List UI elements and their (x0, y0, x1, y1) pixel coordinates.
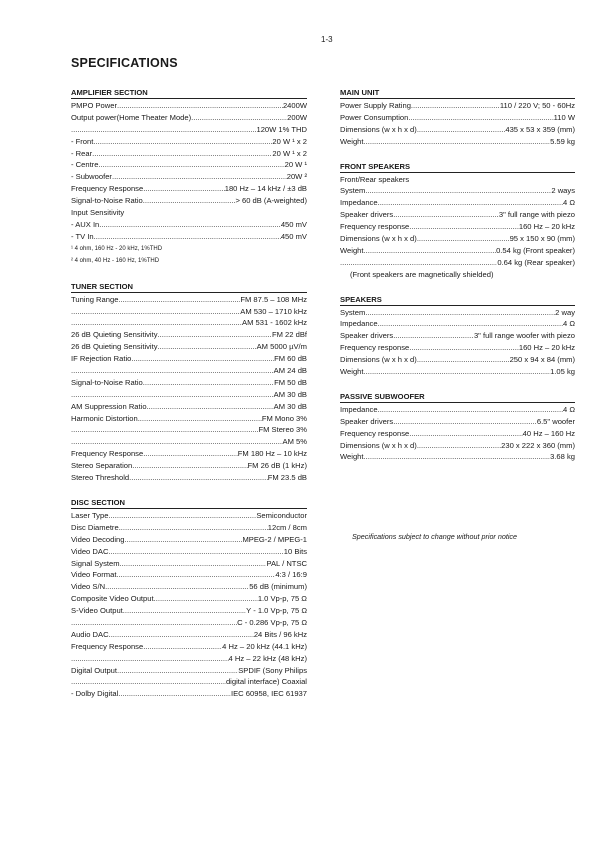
spec-row (71, 195, 307, 207)
spec-value: > 60 dB (A-weighted) (235, 196, 307, 206)
spec-row (340, 404, 575, 416)
dot-leader (158, 329, 272, 341)
dot-leader (138, 413, 262, 425)
spec-label: System (340, 186, 366, 196)
spec-label: Speaker drivers (340, 331, 394, 341)
spec-label: Tuning Range (71, 294, 119, 304)
dot-leader (119, 522, 268, 534)
spec-label: - Dolby Digital (71, 689, 119, 699)
dot-leader (132, 460, 247, 472)
dot-leader (378, 197, 563, 209)
dot-leader (393, 416, 537, 428)
dot-leader (92, 148, 272, 160)
spec-value: 200W (287, 112, 307, 122)
spec-value: AM 531 - 1602 kHz (242, 318, 307, 328)
spec-row (71, 605, 307, 617)
dot-leader (71, 424, 258, 436)
spec-text: Input Sensitivity (71, 208, 125, 218)
spec-label: Video Format (71, 570, 117, 580)
dot-leader (117, 100, 283, 112)
dot-leader (417, 354, 510, 366)
dot-leader (71, 617, 237, 629)
spec-label: Signal-to-Noise Ratio (71, 196, 143, 206)
spec-label: Composite Video Output (71, 594, 154, 604)
spec-value: 4:3 / 16:9 (275, 570, 307, 580)
dot-leader (143, 195, 236, 207)
spec-row (71, 401, 307, 413)
spec-label: Frequency response (340, 428, 410, 438)
spec-value: 4 Hz – 20 kHz (44.1 kHz) (222, 641, 307, 651)
spec-label: Frequency Response (71, 184, 144, 194)
spec-value: AM 5% (282, 437, 307, 447)
dot-leader (123, 605, 246, 617)
dot-leader (108, 510, 256, 522)
spec-row (71, 546, 307, 558)
spec-label: Power Supply Rating (340, 101, 411, 110)
passive-subwoofer-heading: PASSIVE SUBWOOFER (340, 392, 575, 403)
dot-leader (364, 136, 551, 148)
spec-row (340, 342, 575, 354)
spec-row (71, 389, 307, 401)
dot-leader (378, 318, 563, 330)
spec-value: 24 Bits / 96 kHz (253, 629, 307, 639)
spec-label: Stereo Separation (71, 461, 133, 471)
spec-row (71, 317, 307, 329)
spec-label: 26 dB Quieting Sensitivity (71, 330, 158, 340)
spec-row (340, 124, 575, 136)
spec-value: Y - 1.0 Vp-p, 75 Ω (246, 606, 307, 616)
spec-value: 110 W (553, 112, 575, 122)
spec-row (340, 209, 575, 221)
spec-row (340, 416, 575, 428)
spec-value: 40 Hz – 160 Hz (522, 428, 575, 438)
spec-value: 20 W ¹ (284, 160, 307, 170)
spec-value: FM Stereo 3% (258, 425, 307, 435)
spec-label: Dimensions (w x h x d) (340, 234, 417, 244)
spec-label: Video DAC (71, 546, 109, 556)
spec-value: AM 5000 µV/m (256, 342, 307, 352)
spec-value: 3" full range woofer with piezo (473, 331, 575, 341)
dot-leader (116, 569, 275, 581)
dot-leader (112, 171, 287, 183)
spec-value: 2400W (282, 101, 307, 110)
spec-value: 6.5" woofer (536, 416, 575, 426)
spec-text: (Front speakers are magnetically shielded) (350, 269, 494, 279)
spec-value: 0.54 kg (Front speaker) (496, 245, 575, 255)
spec-value: 56 dB (minimum) (249, 582, 307, 592)
spec-row (340, 440, 575, 452)
dot-leader (411, 100, 500, 112)
dot-leader (393, 209, 499, 221)
spec-row (340, 197, 575, 209)
spec-row (71, 510, 307, 522)
dot-leader (340, 257, 497, 269)
spec-row (71, 688, 307, 700)
left-column (71, 88, 307, 700)
spec-value: FM 50 dB (274, 377, 307, 387)
dot-leader (154, 593, 258, 605)
dot-leader (417, 440, 501, 452)
spec-label: Frequency Response (71, 641, 144, 651)
spec-row (71, 294, 307, 306)
spec-value: 95 x 150 x 90 (mm) (509, 234, 575, 244)
spec-value: FM 87.5 – 108 MHz (240, 294, 307, 304)
spec-row (71, 460, 307, 472)
spec-value: C - 0.286 Vp-p, 75 Ω (237, 617, 307, 627)
spec-row (340, 451, 575, 463)
spec-row (71, 665, 307, 677)
spec-row (71, 581, 307, 593)
dot-leader (408, 112, 553, 124)
spec-label: Frequency Response (71, 449, 144, 459)
dot-leader (143, 377, 274, 389)
spec-row (71, 365, 307, 377)
dot-leader (364, 245, 497, 257)
spec-label: - Subwoofer (71, 172, 112, 182)
dot-leader (71, 653, 229, 665)
spec-label: - AUX In (71, 219, 100, 229)
spec-value: 2 ways (551, 186, 575, 196)
spec-label: Video S/N (71, 582, 106, 592)
spec-label: Audio DAC (71, 629, 109, 639)
spec-label: Weight (340, 367, 364, 377)
spec-value: 250 x 94 x 84 (mm) (509, 355, 575, 365)
spec-value: 20 W ¹ x 2 (272, 148, 307, 158)
spec-label: Dimensions (w x h x d) (340, 355, 417, 365)
dot-leader (105, 581, 249, 593)
dot-leader (117, 665, 238, 677)
spec-row (340, 136, 575, 148)
spec-row (71, 558, 307, 570)
spec-value: FM 60 dB (274, 354, 307, 364)
spec-value: SPDIF (Sony Philips (238, 665, 307, 675)
main-unit-heading: MAIN UNIT (340, 88, 575, 99)
spec-row (340, 428, 575, 440)
dot-leader (71, 365, 274, 377)
spec-row (71, 124, 307, 136)
dot-leader (364, 451, 551, 463)
dot-leader (94, 231, 281, 243)
dot-leader (71, 306, 240, 318)
spec-value: 4 Ω (562, 198, 575, 208)
spec-text: Front/Rear speakers (340, 174, 410, 184)
disclaimer-note: Specifications subject to change without prior notice (352, 532, 518, 541)
tuner-section-heading: TUNER SECTION (71, 282, 307, 293)
dot-leader (417, 124, 506, 136)
spec-value: 120W 1% THD (256, 124, 307, 134)
dot-leader (409, 221, 519, 233)
spec-value: 180 Hz – 14 kHz / ±3 dB (224, 184, 307, 194)
spec-label: - Rear (71, 148, 93, 158)
dot-leader (71, 676, 226, 688)
spec-row (71, 641, 307, 653)
spec-label: - Front (71, 136, 94, 146)
spec-row (340, 245, 575, 257)
spec-label: System (340, 307, 366, 317)
spec-label: Signal System (71, 558, 120, 568)
spec-row (71, 436, 307, 448)
dot-leader (365, 307, 555, 319)
spec-value: IEC 60958, IEC 61937 (231, 689, 307, 699)
spec-label: PMPO Power (71, 101, 117, 110)
footnote: ¹ 4 ohm, 160 Hz - 20 kHz, 1%THD (71, 245, 163, 252)
spec-row (71, 306, 307, 318)
spec-label: IF Rejection Ratio (71, 354, 132, 364)
page-title: SPECIFICATIONS (71, 56, 178, 70)
dot-leader (158, 341, 257, 353)
spec-value: AM 530 – 1710 kHz (240, 306, 307, 316)
spec-label: 26 dB Quieting Sensitivity (71, 342, 158, 352)
page-number: 1-3 (321, 35, 333, 44)
dot-leader (417, 233, 510, 245)
spec-label: - Centre (71, 160, 99, 170)
spec-label: Impedance (340, 319, 378, 329)
spec-label: Speaker drivers (340, 416, 394, 426)
spec-label: Frequency response (340, 343, 410, 353)
spec-row (71, 148, 307, 160)
spec-label: Video Decoding (71, 534, 125, 544)
spec-value: AM 30 dB (273, 401, 307, 411)
spec-row (71, 424, 307, 436)
spec-label: Weight (340, 452, 364, 462)
front-speakers-heading: FRONT SPEAKERS (340, 162, 575, 173)
dot-leader (147, 401, 274, 413)
dot-leader (143, 183, 225, 195)
dot-leader (409, 428, 522, 440)
dot-leader (98, 159, 284, 171)
spec-row (71, 522, 307, 534)
spec-row (71, 653, 307, 665)
dot-leader (93, 136, 272, 148)
spec-label: Output power(Home Theater Mode) (71, 112, 192, 122)
spec-label: Impedance (340, 198, 378, 208)
dot-leader (365, 185, 551, 197)
spec-row (340, 112, 575, 124)
spec-value: 450 mV (280, 231, 307, 241)
spec-row (71, 231, 307, 243)
spec-row (71, 377, 307, 389)
dot-leader (120, 558, 267, 570)
spec-value: 1.05 kg (550, 367, 575, 377)
amplifier-section-heading: AMPLIFIER SECTION (71, 88, 307, 99)
spec-label: Power Consumption (340, 112, 409, 122)
spec-value: 10 Bits (283, 546, 307, 556)
dot-leader (118, 688, 231, 700)
spec-value: digital interface) Coaxial (225, 677, 307, 687)
spec-label: Dimensions (w x h x d) (340, 124, 417, 134)
dot-leader (364, 366, 551, 378)
spec-row (71, 534, 307, 546)
spec-value: FM 23.5 dB (267, 473, 307, 483)
spec-value: 4 Ω (562, 319, 575, 329)
spec-row (340, 366, 575, 378)
spec-row (71, 100, 307, 112)
spec-value: 110 / 220 V; 50 - 60Hz (499, 101, 575, 110)
dot-leader (143, 448, 238, 460)
spec-row (71, 617, 307, 629)
spec-row (71, 171, 307, 183)
spec-row (71, 448, 307, 460)
spec-value: FM Mono 3% (261, 413, 307, 423)
footnote: ² 4 ohm, 40 Hz - 160 Hz, 1%THD (71, 258, 160, 265)
spec-value: Semiconductor (256, 510, 307, 520)
spec-row (71, 593, 307, 605)
spec-value: 12cm / 8cm (267, 522, 307, 532)
spec-label: Impedance (340, 404, 378, 414)
spec-row (71, 569, 307, 581)
dot-leader (71, 389, 274, 401)
spec-value: 435 x 53 x 359 (mm) (505, 124, 575, 134)
spec-value: 450 mV (280, 219, 307, 229)
spec-value: 3.68 kg (550, 452, 575, 462)
spec-value: AM 24 dB (273, 366, 307, 376)
spec-value: 4 Hz – 22 kHz (48 kHz) (228, 653, 307, 663)
spec-row (340, 100, 575, 112)
spec-value: PAL / NTSC (266, 558, 307, 568)
spec-value: MPEG-2 / MPEG-1 (242, 534, 307, 544)
spec-row (71, 136, 307, 148)
spec-row (71, 341, 307, 353)
dot-leader (108, 546, 283, 558)
spec-row (340, 318, 575, 330)
spec-label: Weight (340, 136, 364, 146)
dot-leader (118, 294, 240, 306)
dot-leader (71, 436, 283, 448)
spec-label: Weight (340, 245, 364, 255)
dot-leader (129, 472, 268, 484)
spec-row (71, 629, 307, 641)
spec-label: Frequency response (340, 222, 410, 232)
spec-value: 4 Ω (562, 404, 575, 414)
spec-label: Speaker drivers (340, 210, 394, 220)
spec-row (340, 307, 575, 319)
dot-leader (393, 330, 474, 342)
spec-row (71, 353, 307, 365)
spec-value: 3" full range with piezo (498, 210, 575, 220)
spec-value: FM 22 dBf (271, 330, 307, 340)
spec-label: Signal-to-Noise Ratio (71, 377, 143, 387)
dot-leader (131, 353, 274, 365)
spec-value: 160 Hz – 20 kHz (518, 343, 575, 353)
spec-row (340, 330, 575, 342)
spec-row (71, 183, 307, 195)
spec-label: S-Video Output (71, 606, 123, 616)
dot-leader (191, 112, 287, 124)
spec-label: Harmonic Distortion (71, 413, 138, 423)
spec-value: 2 way (555, 307, 575, 317)
spec-row (340, 257, 575, 269)
spec-row (71, 472, 307, 484)
disc-section-heading: DISC SECTION (71, 498, 307, 509)
spec-row (71, 159, 307, 171)
spec-label: Laser Type (71, 510, 109, 520)
dot-leader (99, 219, 281, 231)
spec-value: 20W ² (286, 172, 307, 182)
spec-label: Digital Output (71, 665, 118, 675)
spec-value: AM 30 dB (273, 389, 307, 399)
right-column (340, 88, 575, 463)
spec-value: 230 x 222 x 360 (mm) (501, 440, 575, 450)
dot-leader (409, 342, 519, 354)
spec-value: 0.64 kg (Rear speaker) (497, 257, 575, 267)
spec-row (71, 413, 307, 425)
spec-row (71, 676, 307, 688)
dot-leader (143, 641, 222, 653)
spec-label: AM Suppression Ratio (71, 401, 147, 411)
spec-value: FM 180 Hz – 10 kHz (237, 449, 307, 459)
spec-value: 20 W ¹ x 2 (272, 136, 307, 146)
dot-leader (71, 317, 242, 329)
spec-row (340, 185, 575, 197)
spec-value: 160 Hz – 20 kHz (518, 222, 575, 232)
spec-label: Stereo Threshold (71, 473, 130, 483)
spec-value: FM 26 dB (1 kHz) (247, 461, 307, 471)
spec-row (71, 112, 307, 124)
spec-row (340, 354, 575, 366)
spec-row (71, 329, 307, 341)
spec-value: 5.59 kg (550, 136, 575, 146)
spec-value: 1.0 Vp-p, 75 Ω (257, 594, 307, 604)
speakers-heading: SPEAKERS (340, 295, 575, 306)
spec-label: - TV In (71, 231, 94, 241)
spec-label: Dimensions (w x h x d) (340, 440, 417, 450)
dot-leader (109, 629, 254, 641)
spec-row (340, 221, 575, 233)
spec-row (340, 233, 575, 245)
spec-label: Disc Diametre (71, 522, 119, 532)
dot-leader (71, 124, 256, 136)
dot-leader (124, 534, 242, 546)
dot-leader (378, 404, 563, 416)
spec-row (71, 219, 307, 231)
